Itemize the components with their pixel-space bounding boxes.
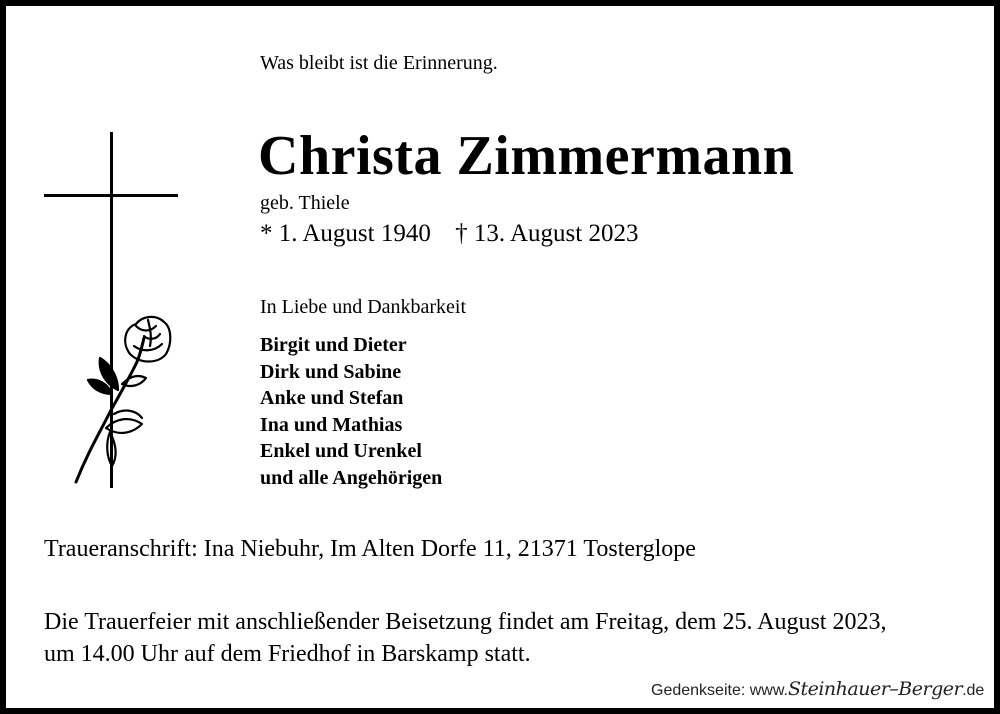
love-line: In Liebe und Dankbarkeit xyxy=(260,296,467,318)
death-date: † 13. August 2023 xyxy=(455,220,639,247)
mourner-item: Ina und Mathias xyxy=(260,413,403,436)
service-line: Die Trauerfeier mit anschließender Beisetzung findet am Freitag, dem 25. August 2023, xyxy=(44,609,887,635)
service-line: um 14.00 Uhr auf dem Friedhof in Barskamp statt. xyxy=(44,641,531,667)
memorial-page-credit[interactable] xyxy=(651,678,984,700)
mourner-item: Dirk und Sabine xyxy=(260,360,402,383)
rose-icon xyxy=(76,317,170,482)
brand-part1: Steinhauer xyxy=(787,678,890,700)
cross-rose-art xyxy=(38,132,198,492)
mourning-address: Traueranschrift: Ina Niebuhr, Im Alten Dorfe 11, 21371 Tosterglope xyxy=(44,536,696,562)
mourner-item: Enkel und Urenkel xyxy=(260,440,422,462)
mourner-item: und alle Angehörigen xyxy=(260,466,443,489)
brand-part2: Berger xyxy=(898,678,963,700)
birth-date: * 1. August 1940 xyxy=(260,220,431,247)
credit-suffix: .de xyxy=(962,682,985,699)
birth-name: geb. Thiele xyxy=(260,192,350,214)
mourners-list xyxy=(260,332,442,491)
deceased-name: Christa Zimmermann xyxy=(258,125,795,187)
mourner-item: Anke und Stefan xyxy=(260,387,404,409)
brand-dash: – xyxy=(889,678,899,700)
life-dates xyxy=(260,220,638,248)
motto: Was bleibt ist die Erinnerung. xyxy=(260,52,498,74)
credit-prefix: Gedenkseite: www. xyxy=(651,682,788,699)
mourner-item: Birgit und Dieter xyxy=(260,334,407,356)
service-info xyxy=(44,606,886,670)
